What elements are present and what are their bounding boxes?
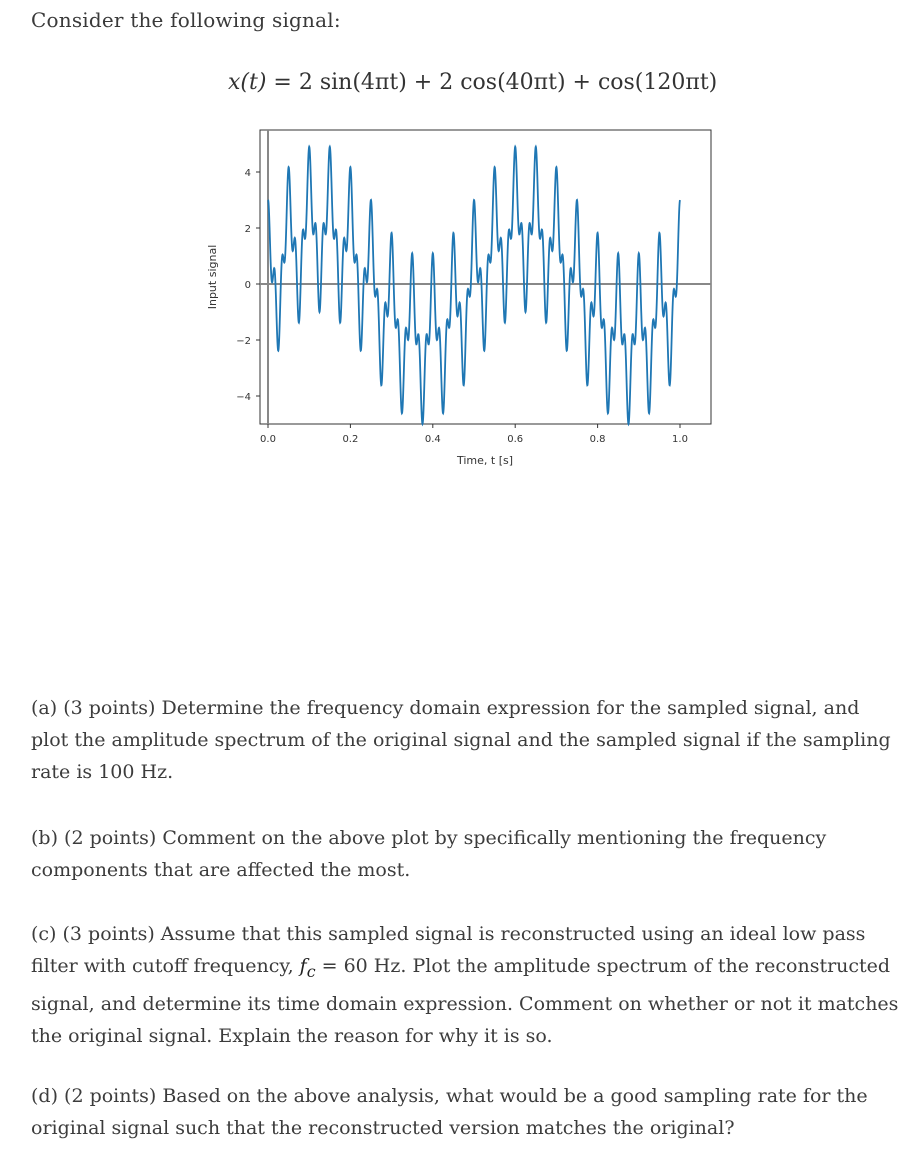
y-tick-label: 4 <box>244 168 251 179</box>
y-tick-label: 0 <box>244 280 251 291</box>
equation-equals: = <box>273 70 292 95</box>
question-a-text: (a) (3 points) Determine the frequency domain expression for the sampled signal, and plot the amplitude spectrum of the original signal and the sampled signal if the sampling rate is <box>31 697 891 783</box>
question-b: (b) (2 points) Comment on the above plot by specifically mentioning the frequency components that are affected the most. <box>31 827 827 881</box>
y-tick-label: 2 <box>244 224 251 235</box>
y-axis-label: Input signal <box>206 244 219 310</box>
signal-equation <box>228 70 717 95</box>
x-axis-label: Time, t [s] <box>456 454 514 467</box>
question-d: (d) (2 points) Based on the above analysis, what would be a good sampling rate for the original signal such that the reconstructed version matches the original? <box>31 1085 868 1139</box>
x-tick-label: 1.0 <box>672 434 688 445</box>
cutoff-value: 60 Hz <box>343 955 401 977</box>
question-c <box>31 918 899 1052</box>
cutoff-subscript: c <box>306 961 316 981</box>
question-a-suffix: . <box>167 761 174 783</box>
x-tick-label: 0.0 <box>260 434 276 445</box>
y-tick-label: −2 <box>236 336 251 347</box>
cutoff-symbol: f <box>299 955 307 977</box>
question-c-text: (c) (3 points) Assume that this sampled signal is reconstructed using an ideal low pass filter with cutoff frequency, <box>31 923 866 977</box>
question-a <box>31 692 899 788</box>
x-tick-label: 0.4 <box>424 434 441 445</box>
x-tick-label: 0.6 <box>507 434 524 445</box>
question-c-suffix: . Plot the amplitude spectrum of the reconstructed signal, and determine its time domain expression. Comment on whether or not it matches the original signal. Explain the reason for why it is so. <box>31 955 899 1047</box>
signal-chart <box>200 122 720 472</box>
intro-text: Consider the following signal: <box>31 8 341 32</box>
question-a-rate: 100 Hz <box>98 761 168 783</box>
equation-lhs: x(t) <box>228 70 267 95</box>
cutoff-equals: = <box>315 955 344 977</box>
y-tick-label: −4 <box>236 392 251 403</box>
x-tick-label: 0.2 <box>342 434 359 445</box>
equation-rhs: 2 sin(4πt) + 2 cos(40πt) + cos(120πt) <box>298 70 718 95</box>
x-tick-label: 0.8 <box>589 434 606 445</box>
